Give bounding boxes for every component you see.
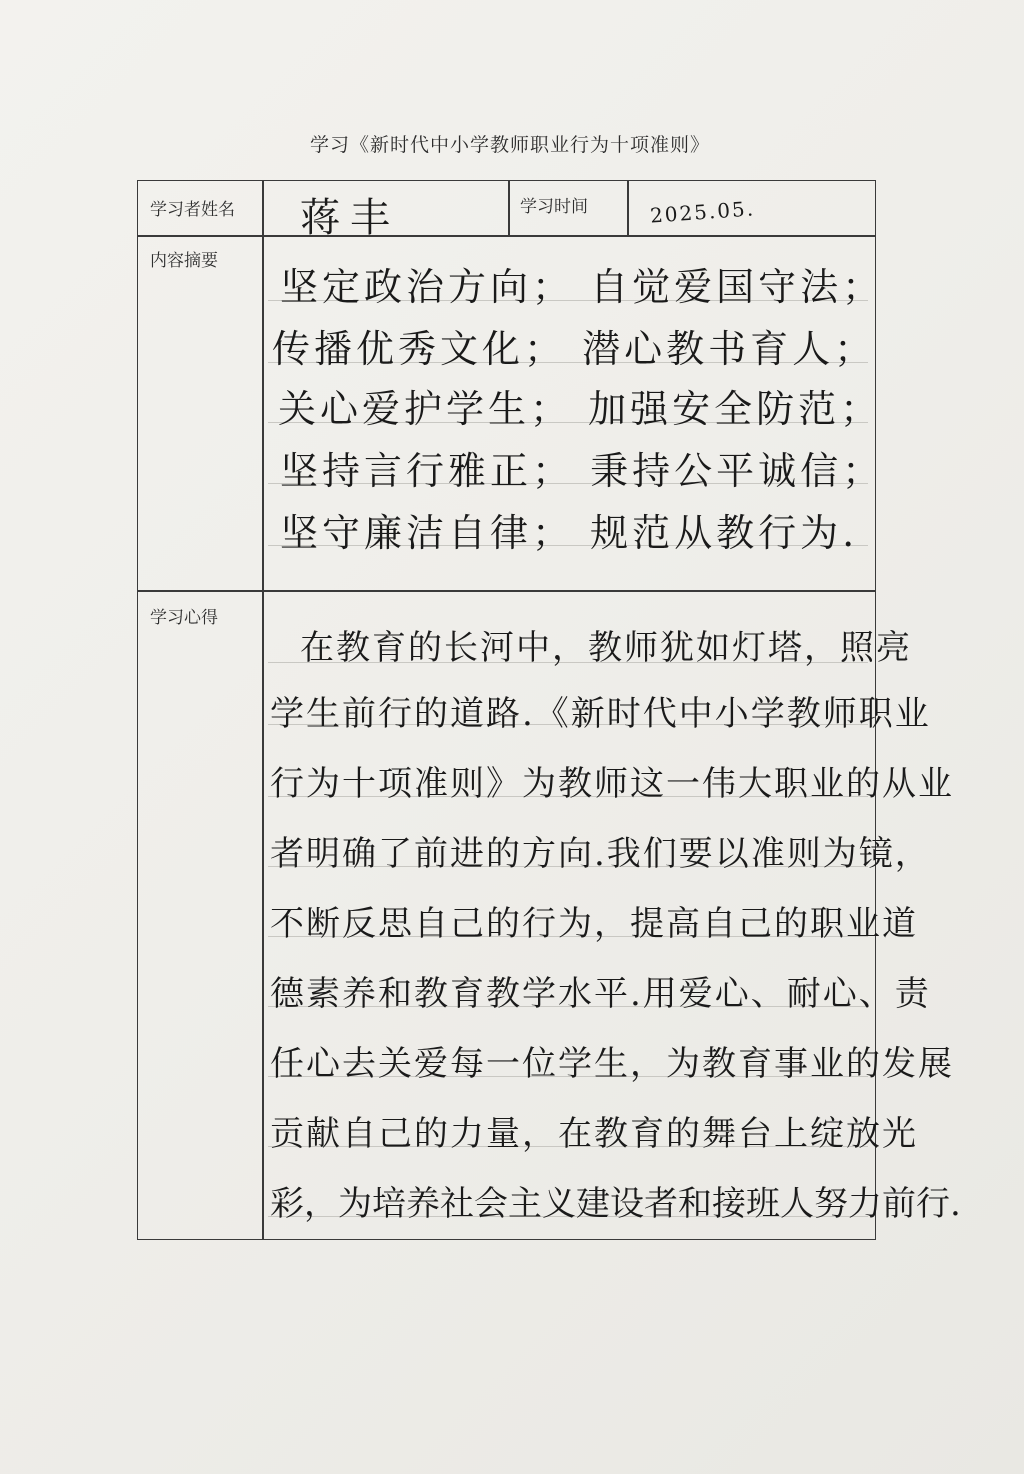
reflection-line: 彩，为培养社会主义建设者和接班人努力前行. — [270, 1184, 961, 1224]
summary-line: 坚守廉洁自律； 规范从教行为. — [280, 511, 859, 555]
column-divider — [262, 180, 264, 1240]
time-label: 学习时间 — [520, 197, 588, 217]
column-divider — [508, 180, 510, 236]
name-label: 学习者姓名 — [150, 200, 235, 220]
study-date-handwritten: 2025.05. — [649, 196, 756, 228]
document-title: 学习《新时代中小学教师职业行为十项准则》 — [309, 134, 710, 156]
reflection-line: 在教育的长河中，教师犹如灯塔，照亮 — [300, 628, 912, 668]
reflection-line: 任心去关爱每一位学生，为教育事业的发展 — [270, 1044, 954, 1084]
reflection-line: 行为十项准则》为教师这一伟大职业的从业 — [270, 764, 954, 804]
row-divider — [137, 590, 876, 592]
summary-line: 传播优秀文化； 潜心教书育人； — [272, 327, 877, 371]
reflection-label: 学习心得 — [150, 608, 218, 628]
reflection-line: 不断反思自己的行为，提高自己的职业道 — [270, 904, 918, 944]
summary-line: 坚定政治方向； 自觉爱国守法； — [280, 265, 885, 309]
reflection-line: 贡献自己的力量，在教育的舞台上绽放光 — [270, 1114, 918, 1154]
reflection-line: 学生前行的道路.《新时代中小学教师职业 — [270, 694, 931, 734]
reflection-line: 者明确了前进的方向.我们要以准则为镜， — [270, 834, 931, 874]
summary-line: 关心爱护学生； 加强安全防范； — [278, 387, 883, 431]
summary-label: 内容摘要 — [150, 251, 218, 271]
row-divider — [137, 235, 876, 237]
reflection-line: 德素养和教育教学水平.用爱心、耐心、责 — [270, 974, 931, 1014]
learner-name-handwritten: 蒋丰 — [300, 195, 400, 241]
column-divider — [627, 180, 629, 236]
summary-line: 坚持言行雅正； 秉持公平诚信； — [280, 449, 885, 493]
